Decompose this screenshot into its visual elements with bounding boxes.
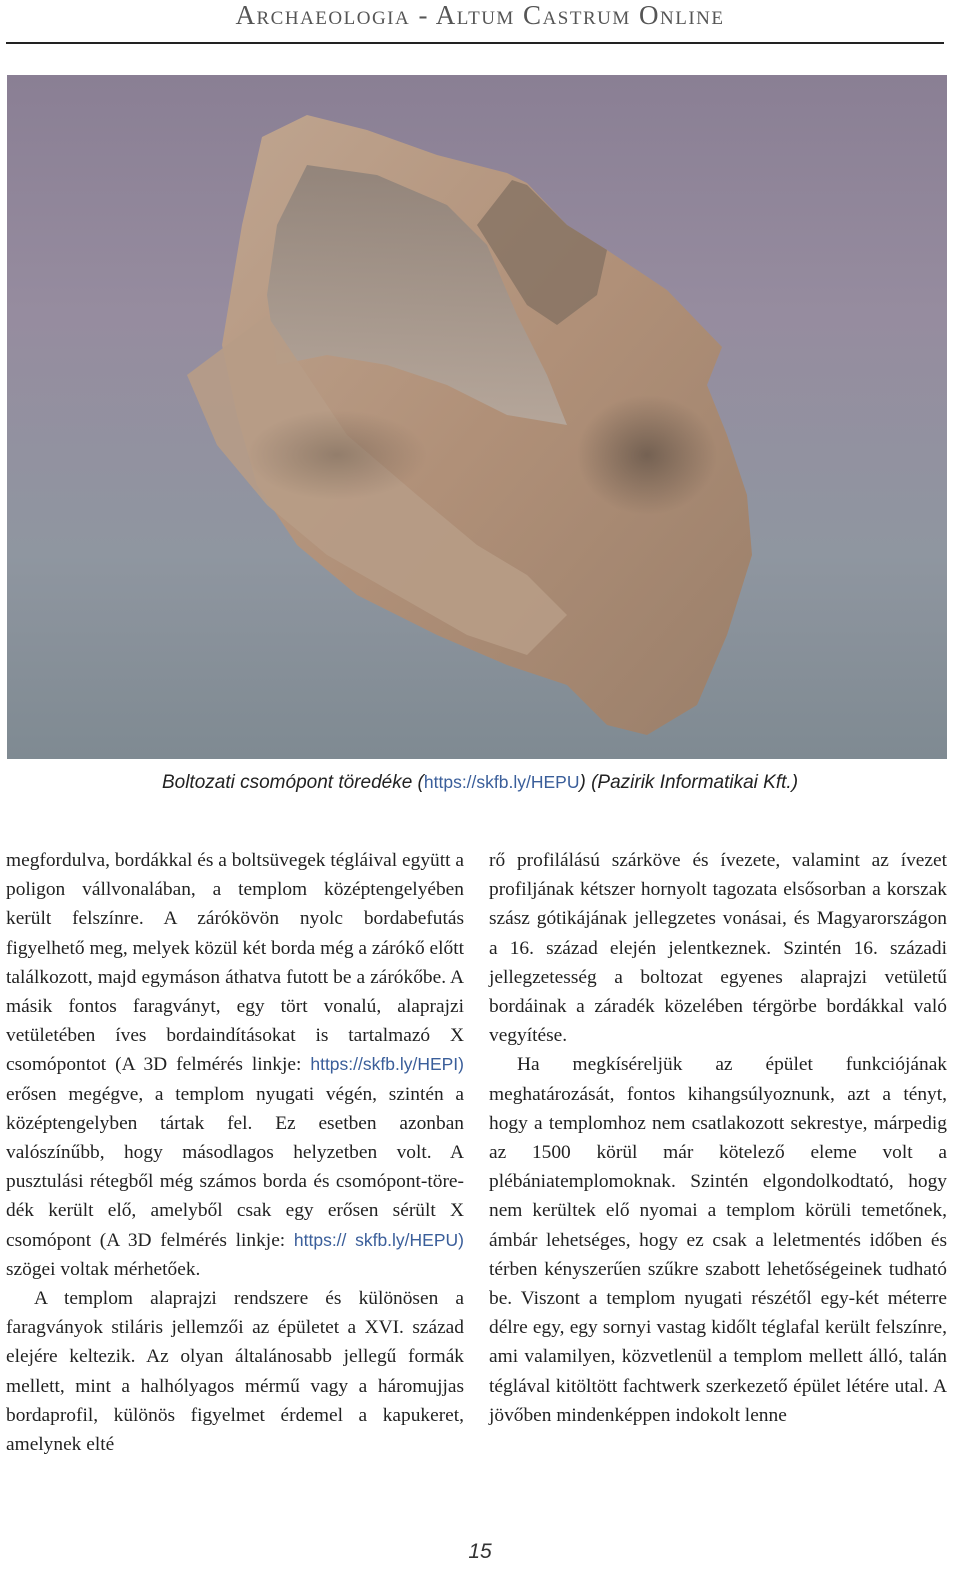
caption-link[interactable]: https://skfb.ly/HEPU — [423, 772, 580, 792]
left-paragraph-2: A templom alaprajzi rendszere és különösen a faragványok stiláris jellemzői az épületet a XVI. század elejére keltezik. Az olyan általánosabb jellegű formák mellett, mint a halhólyagos mérmű vagy a háromujjas bordaprofil, különös figyelmet érdemel a kapukeret, amelynek elté — [6, 1288, 464, 1456]
header-divider — [6, 42, 944, 44]
left-p1-text-b: erősen megégve, a templom nyugati végén, szintén a középtengelyben tártak fel. Ez esetben azonban valószínűbb, hogy másodlagos helyzetben volt. A pusztulási rétegből még számos borda és csomópont-töredék került elő, amelyből csak egy erősen sérült X csomópont (A 3D felmérés linkje: — [6, 1083, 464, 1251]
stone-fragment-photo — [7, 75, 947, 759]
left-p1-text-a: megfordulva, bordákkal és a boltsüvegek tégláival együtt a poligon vállvonalában, a templom középtengelyében került felszínre. A zárókövön nyolc bordabefutás figyelhető meg, melyek közül két borda még a zárókő előtt találkozott, majd egymáson áthatva futott be a zárókőbe. A másik fontos faragványt, egy tört vonalú, alaprajzi vetületében íves bordaindításokat is tartalmazó X csomópontot (A 3D felmérés linkje: — [6, 850, 464, 1076]
left-p1-link-1[interactable]: https://skfb.ly/HEPI) — [310, 1054, 464, 1075]
left-paragraph-1 — [6, 846, 464, 1284]
stone-fragment-illustration — [7, 75, 947, 759]
left-p1-link-2[interactable]: https:// skfb.ly/HEPU) — [293, 1229, 464, 1250]
right-paragraph-2: Ha megkíséreljük az épület funkciójának meghatározását, fontos kihangsúlyoznunk, azt a tényt, hogy a templomhoz nem csatlakozott sekrestye, márpedig az 1500 körül már kötelező eleme volt a plébániatemplomoknak. Szintén elgondolkodtató, hogy nem kerültek elő nyomai a templom körüli temetőnek, ámbár lehetséges, hogy ez csak a leletmentés időben és térben kényszerűen szűkre szabott lehetőségeinek tudható be. Viszont a templom nyugati részétől egy-két méterre délre egy, egy sornyi vastag kidőlt téglafal került felszínre, ami valamilyen, közvetlenül a templom mellett álló, talán téglával kitöltött fachtwerk szerkezető épület létére utal. A jövőben mindenképpen indokolt lenne — [489, 1054, 947, 1426]
page-header — [0, 0, 960, 46]
figure-caption — [0, 772, 960, 794]
left-p1-text-c: szögei voltak mérhetőek. — [6, 1258, 201, 1280]
stone-shadow-patch — [247, 410, 427, 500]
caption-text: Boltozati csomópont töredéke ( — [161, 772, 424, 793]
journal-title: Archaeologia - Altum Castrum Online — [235, 0, 725, 30]
page-number: 15 — [468, 1540, 492, 1563]
caption-credit: ) (Pazirik Informatikai Kft.) — [579, 772, 799, 793]
right-column — [489, 846, 947, 1430]
left-column — [6, 846, 464, 1459]
stone-dark-patch — [577, 395, 717, 515]
right-paragraph-1: rő profilálású szárköve és ívezete, valamint az ívezet profiljának kétszer hornyolt tagozata elsősorban a korszak szász gótikájának jellegzetes vonásai, és Magyarországon a 16. század elején jelentkeznek. Szintén 16. századi jellegzetesség a boltozat egyenes alaprajzi vetületű bordáinak a záradék közelében térgörbe bordákkal való vegyítése. — [489, 850, 947, 1047]
